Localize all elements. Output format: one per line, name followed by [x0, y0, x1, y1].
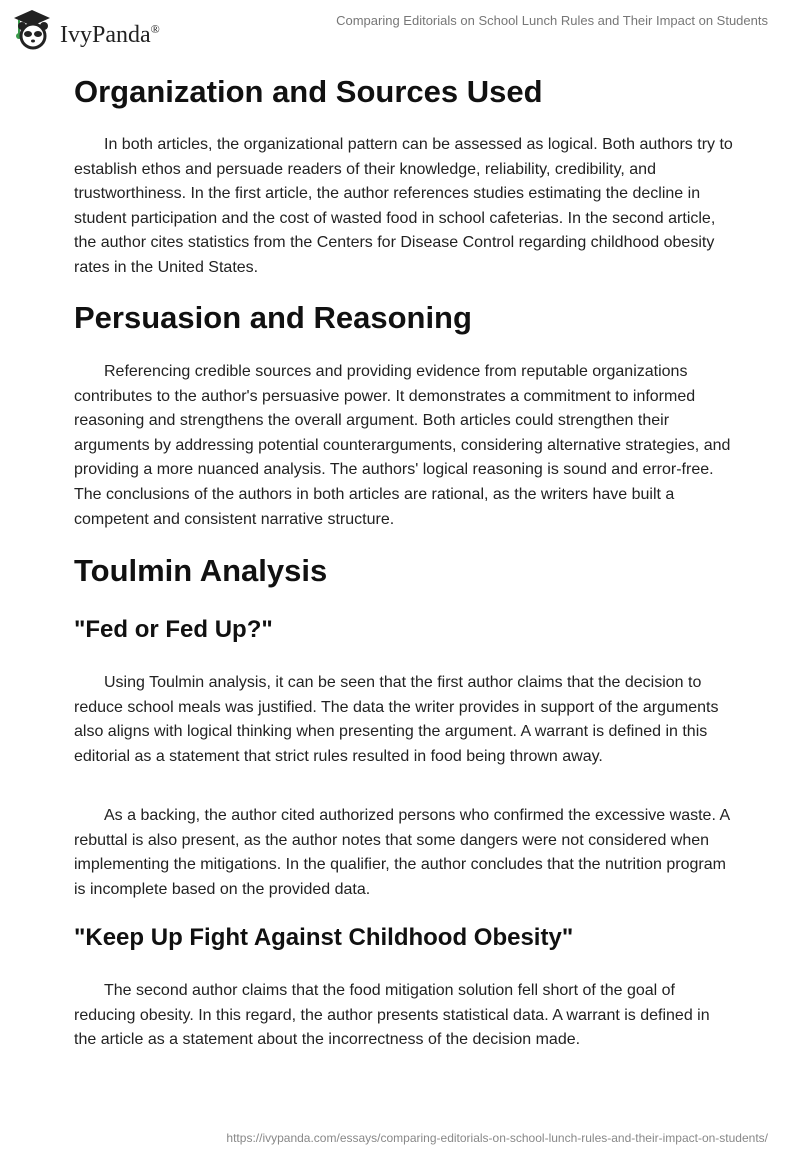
registered-mark: ® [150, 21, 160, 36]
section-heading: Persuasion and Reasoning [74, 300, 472, 335]
logo[interactable] [10, 6, 160, 50]
subsection-heading: "Keep Up Fight Against Childhood Obesity" [74, 924, 574, 951]
subsection-heading: "Fed or Fed Up?" [74, 616, 273, 643]
paragraph: As a backing, the author cited authorized persons who confirmed the excessive waste. A rebuttal is also present, as the author notes that some dangers were not considered when implementing the mitigations. In the qualifier, the author concludes that the nutrition program is incomplete based on the provided data. [74, 807, 730, 898]
source-url: https://ivypanda.com/essays/comparing-editorials-on-school-lunch-rules-and-their-impact-on-students/ [226, 1131, 768, 1145]
paragraph: The second author claims that the food mitigation solution fell short of the goal of reducing obesity. In this regard, the author presents statistical data. A warrant is defined in the article as a statement about the incorrectness of the decision made. [74, 982, 710, 1049]
section-heading: Organization and Sources Used [74, 74, 543, 109]
brand-name [60, 22, 160, 49]
paragraph: Referencing credible sources and providing evidence from reputable organizations contributes to the author's persuasive power. It demonstrates a commitment to informed reasoning and strengthens the overall argument. Both articles could strengthen their arguments by addressing potential counterarguments, considering alternative strategies, and providing a more nuanced analysis. The authors' logical reasoning is sound and error-free. The conclusions of the authors in both articles are rational, as the writers have built a competent and consistent narrative structure. [74, 363, 731, 528]
paragraph: Using Toulmin analysis, it can be seen that the first author claims that the decision to reduce school meals was justified. The data the writer provides in support of the arguments also aligns with logical thinking when presenting the argument. A warrant is defined in this editorial as a statement that strict rules resulted in food being thrown away. [74, 674, 719, 765]
section-heading: Toulmin Analysis [74, 553, 328, 588]
panda-graduate-icon [10, 6, 54, 50]
brand-text: IvyPanda [60, 21, 151, 48]
paragraph: In both articles, the organizational pattern can be assessed as logical. Both authors try to establish ethos and persuade readers of their knowledge, reliability, credibility, and trustworthiness. In the first article, the author references studies estimating the decline in student participation and the cost of wasted food in school cafeterias. In the second article, the author cites statistics from the Centers for Disease Control regarding childhood obesity rates in the United States. [74, 136, 733, 276]
document-title: Comparing Editorials on School Lunch Rules and Their Impact on Students [336, 13, 768, 28]
